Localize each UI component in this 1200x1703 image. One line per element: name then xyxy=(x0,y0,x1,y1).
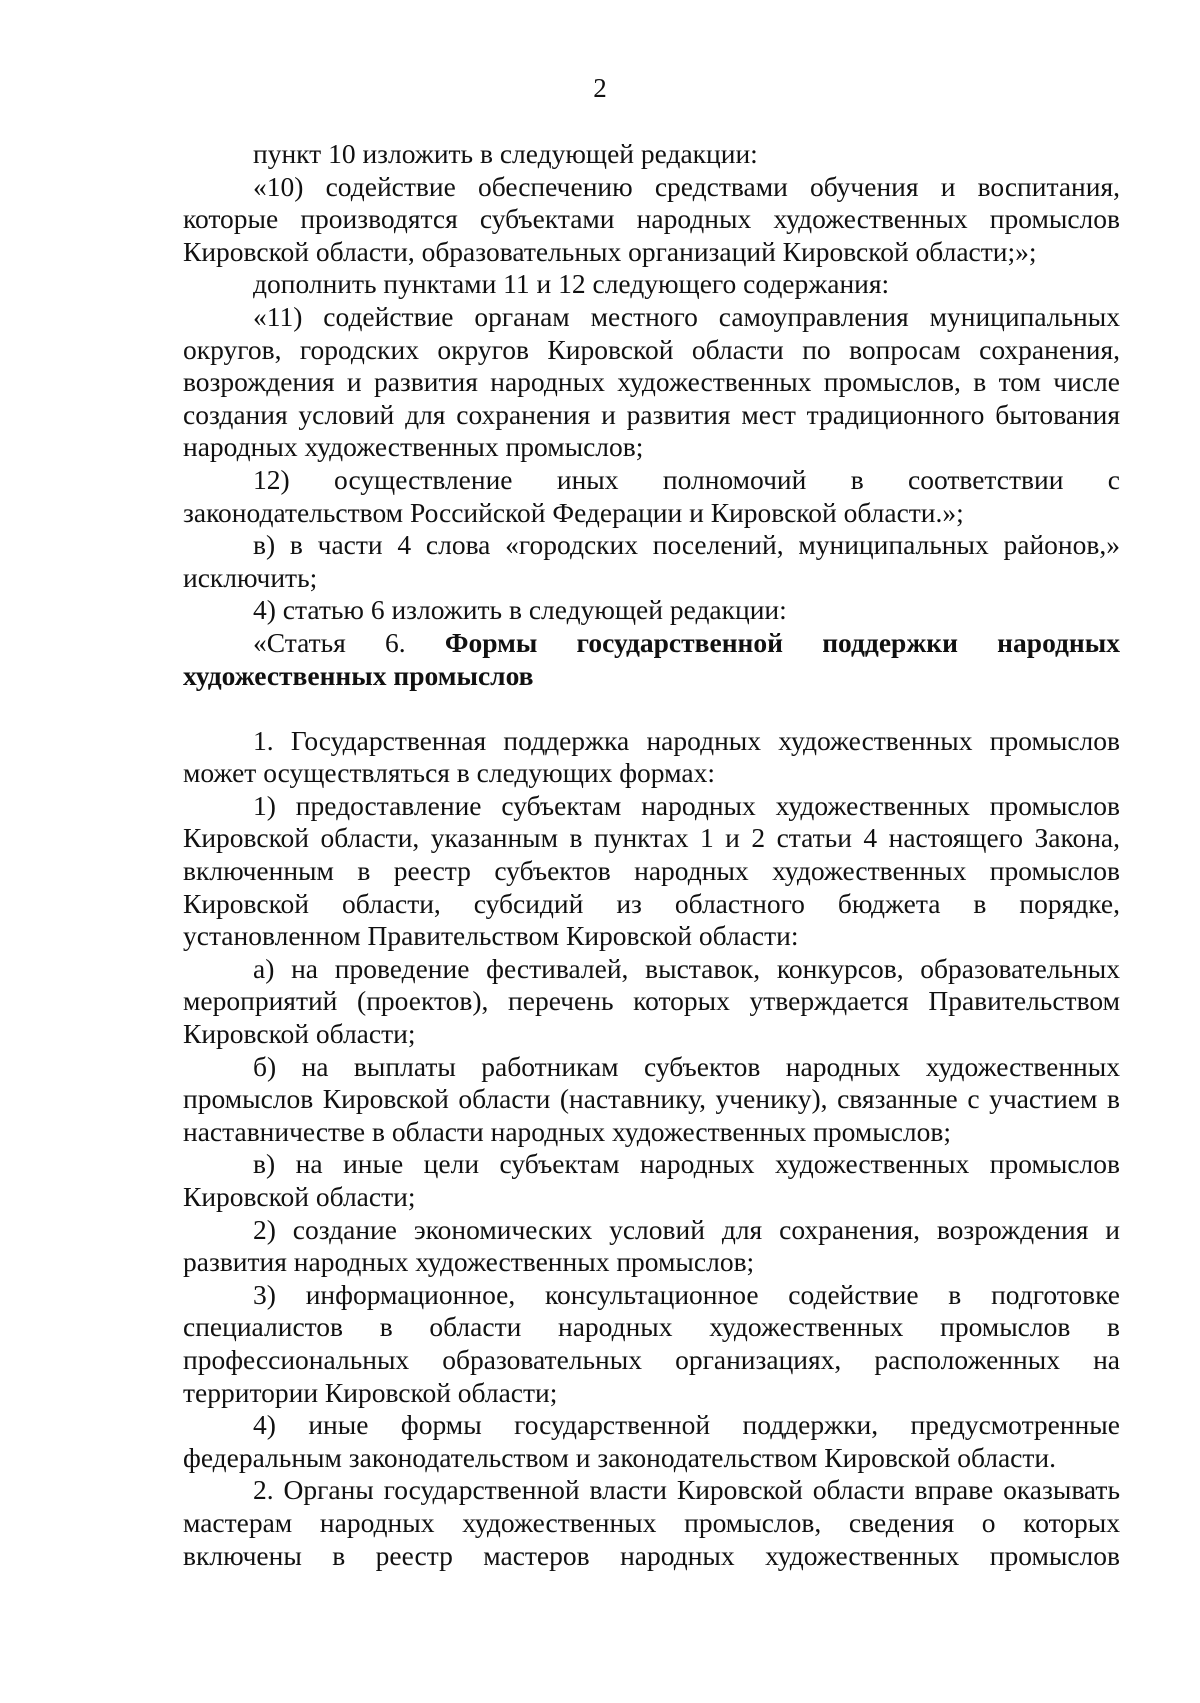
article-heading xyxy=(183,627,1120,692)
document-body xyxy=(183,138,1120,1572)
article-paragraph-9: 2. Органы государственной власти Кировской области вправе оказывать мастерам народных художественных промыслов, сведения о которых включены в реестр мастеров народных художественных промыслов xyxy=(183,1474,1120,1571)
paragraph-5: 12) осуществление иных полномочий в соответствии с законодательством Российской Федерации и Кировской области.»; xyxy=(183,463,1120,528)
article-paragraph-2: 1) предоставление субъектам народных художественных промыслов Кировской области, указанным в пунктах 1 и 2 статьи 4 настоящего Закона, включенным в реестр субъектов народных художественных промыслов Кировской области, субсидий из областного бюджета в порядке, установленном Правительством Кировской области: xyxy=(183,789,1120,952)
article-paragraph-4: б) на выплаты работникам субъектов народных художественных промыслов Кировской области (наставнику, ученику), связанные с участием в наставничестве в области народных художественных промыслов; xyxy=(183,1050,1120,1147)
spacer xyxy=(183,692,1120,725)
paragraph-3: дополнить пунктами 11 и 12 следующего содержания: xyxy=(253,268,890,300)
article-paragraph-7: 3) информационное, консультационное содействие в подготовке специалистов в области народных художественных промыслов в профессиональных образовательных организациях, расположенных на территории Кировской области; xyxy=(183,1278,1120,1408)
paragraph-7: 4) статью 6 изложить в следующей редакции: xyxy=(253,594,787,626)
article-heading-title: Формы государственной поддержки народных художественных промыслов xyxy=(183,626,1121,691)
page-number: 2 xyxy=(593,73,607,103)
article-paragraph-1: 1. Государственная поддержка народных художественных промыслов может осуществляться в следующих формах: xyxy=(183,724,1120,789)
paragraph-2: «10) содействие обеспечению средствами обучения и воспитания, которые производятся субъектами народных художественных промыслов Кировской области, образовательных организаций Кировской области;»; xyxy=(183,170,1120,267)
article-paragraph-3: а) на проведение фестивалей, выставок, конкурсов, образовательных мероприятий (проектов), перечень которых утверждается Правительством Кировской области; xyxy=(183,952,1120,1050)
article-paragraph-8: 4) иные формы государственной поддержки, предусмотренные федеральным законодательством и законодательством Кировской области. xyxy=(183,1409,1120,1473)
paragraph-1: пункт 10 изложить в следующей редакции: xyxy=(253,138,758,169)
article-paragraph-6: 2) создание экономических условий для сохранения, возрождения и развития народных художественных промыслов; xyxy=(183,1213,1120,1278)
article-paragraph-5: в) на иные цели субъектам народных художественных промыслов Кировской области; xyxy=(183,1148,1120,1212)
paragraph-4: «11) содействие органам местного самоуправления муниципальных округов, городских округов Кировской области по вопросам сохранения, возрождения и развития народных художественных промыслов, в том числе создания условий для сохранения и развития мест традиционного бытования народных художественных промыслов; xyxy=(183,300,1120,463)
article-heading-prefix: «Статья 6. xyxy=(253,626,406,658)
paragraph-6: в) в части 4 слова «городских поселений, муниципальных районов,» исключить; xyxy=(183,529,1120,593)
